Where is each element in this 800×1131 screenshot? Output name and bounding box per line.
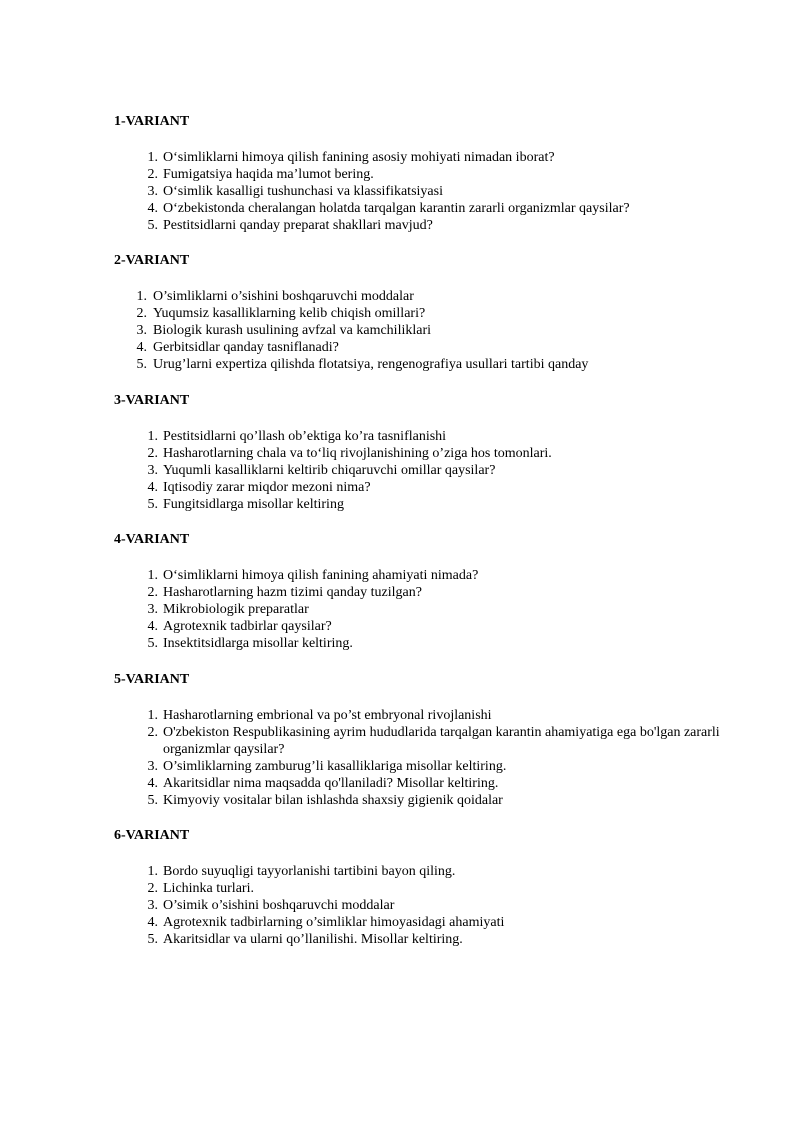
- question-item: [114, 288, 734, 305]
- question-number: 5.: [147, 497, 158, 512]
- question-text: Gerbitsidlar qanday tasniflanadi?: [153, 340, 339, 355]
- question-text: Hasharotlarning hazm tizimi qanday tuzilgan?: [163, 585, 422, 600]
- question-number: 3.: [147, 184, 158, 199]
- question-number: 4.: [147, 776, 158, 791]
- question-item: [114, 724, 734, 758]
- question-text: Mikrobiologik preparatlar: [163, 602, 309, 617]
- variant-title: 6-VARIANT: [114, 828, 190, 843]
- question-item: [114, 863, 734, 880]
- variant-title: 4-VARIANT: [114, 532, 190, 547]
- question-number: 2.: [147, 881, 158, 896]
- question-item: [114, 601, 734, 618]
- question-text: Yuqumli kasalliklarni keltirib chiqaruvchi omillar qaysilar?: [163, 463, 496, 478]
- question-item: [114, 931, 734, 948]
- question-text: Hasharotlarning chala va to‘liq rivojlanishining o’ziga hos tomonlari.: [163, 446, 552, 461]
- question-number: 1.: [136, 289, 147, 304]
- variant-title: 2-VARIANT: [114, 253, 190, 268]
- question-item: [114, 914, 734, 931]
- question-item: [114, 166, 734, 183]
- question-text: O’simliklarning zamburug’li kasalliklariga misollar keltiring.: [163, 759, 507, 774]
- question-number: 2.: [147, 725, 158, 740]
- question-number: 3.: [147, 759, 158, 774]
- question-item: [114, 584, 734, 601]
- question-number: 4.: [136, 340, 147, 355]
- question-item: [114, 428, 734, 445]
- question-item: [114, 792, 734, 809]
- question-item: [114, 479, 734, 496]
- question-number: 3.: [136, 323, 147, 338]
- variant-section-5: [114, 671, 734, 809]
- question-number: 4.: [147, 915, 158, 930]
- question-item: [114, 149, 734, 166]
- question-text: Fumigatsiya haqida ma’lumot bering.: [163, 167, 374, 182]
- question-item: [114, 183, 734, 200]
- question-text: O‘simliklarni himoya qilish fanining ahamiyati nimada?: [163, 568, 479, 583]
- question-text: Agrotexnik tadbirlarning o’simliklar himoyasidagi ahamiyati: [163, 915, 505, 930]
- variant-section-4: [114, 531, 734, 652]
- question-number: 4.: [147, 201, 158, 216]
- question-text: Biologik kurash usulining avfzal va kamchiliklari: [153, 323, 431, 338]
- question-text: Iqtisodiy zarar miqdor mezoni nima?: [163, 480, 371, 495]
- question-number: 3.: [147, 898, 158, 913]
- question-number: 2.: [147, 446, 158, 461]
- question-list: [114, 863, 734, 948]
- question-text: Agrotexnik tadbirlar qaysilar?: [163, 619, 332, 634]
- question-text: Lichinka turlari.: [163, 881, 254, 896]
- question-item: [114, 217, 734, 234]
- variant-section-6: [114, 827, 734, 948]
- question-item: [114, 897, 734, 914]
- question-list: [114, 149, 734, 234]
- question-item: [114, 496, 734, 513]
- question-item: [114, 618, 734, 635]
- question-number: 5.: [147, 932, 158, 947]
- question-number: 5.: [147, 218, 158, 233]
- question-text: Kimyoviy vositalar bilan ishlashda shaxsiy gigienik qoidalar: [163, 793, 503, 808]
- question-text: Hasharotlarning embrional va po’st embryonal rivojlanishi: [163, 708, 492, 723]
- question-number: 1.: [147, 864, 158, 879]
- question-text: Urug’larni expertiza qilishda flotatsiya, rengenografiya usullari tartibi qanday: [153, 357, 589, 372]
- question-number: 3.: [147, 463, 158, 478]
- question-list: [114, 707, 734, 809]
- question-number: 4.: [147, 619, 158, 634]
- question-text: O‘simliklarni himoya qilish fanining asosiy mohiyati nimadan iborat?: [163, 150, 555, 165]
- question-number: 5.: [136, 357, 147, 372]
- question-number: 1.: [147, 429, 158, 444]
- variant-section-1: [114, 113, 734, 234]
- question-text: Yuqumsiz kasalliklarning kelib chiqish omillari?: [153, 306, 426, 321]
- question-item: [114, 707, 734, 724]
- question-text: Akaritsidlar va ularni qo’llanilishi. Misollar keltiring.: [163, 932, 463, 947]
- question-number: 2.: [136, 306, 147, 321]
- question-number: 1.: [147, 568, 158, 583]
- question-item: [114, 758, 734, 775]
- question-text: Pestitsidlarni qanday preparat shakllari mavjud?: [163, 218, 433, 233]
- question-item: [114, 635, 734, 652]
- variant-title: 5-VARIANT: [114, 672, 190, 687]
- question-text: Bordo suyuqligi tayyorlanishi tartibini bayon qiling.: [163, 864, 456, 879]
- question-item: [114, 200, 734, 217]
- question-text: Insektitsidlarga misollar keltiring.: [163, 636, 353, 651]
- question-number: 1.: [147, 150, 158, 165]
- question-number: 2.: [147, 167, 158, 182]
- question-item: [114, 775, 734, 792]
- question-text: O‘zbekistonda cheralangan holatda tarqalgan karantin zararli organizmlar qaysilar?: [163, 201, 630, 216]
- question-text: O'zbekiston Respublikasining ayrim hududlarida tarqalgan karantin ahamiyatiga ega bo'lgan zararli organizmlar qaysilar?: [163, 725, 720, 757]
- question-item: [114, 567, 734, 584]
- question-number: 2.: [147, 585, 158, 600]
- question-list: [114, 567, 734, 652]
- variant-section-3: [114, 392, 734, 513]
- question-list: [114, 428, 734, 513]
- question-item: [114, 339, 734, 356]
- question-text: Pestitsidlarni qo’llash ob’ektiga ko’ra tasniflanishi: [163, 429, 447, 444]
- question-item: [114, 356, 734, 373]
- question-text: O’simliklarni o’sishini boshqaruvchi moddalar: [153, 289, 414, 304]
- question-number: 1.: [147, 708, 158, 723]
- question-number: 4.: [147, 480, 158, 495]
- question-list: [114, 288, 734, 373]
- question-text: Akaritsidlar nima maqsadda qo'llaniladi? Misollar keltiring.: [163, 776, 499, 791]
- question-item: [114, 305, 734, 322]
- question-number: 5.: [147, 636, 158, 651]
- variant-title: 1-VARIANT: [114, 114, 190, 129]
- question-number: 3.: [147, 602, 158, 617]
- variant-section-2: [114, 252, 734, 373]
- question-text: O‘simlik kasalligi tushunchasi va klassifikatsiyasi: [163, 184, 443, 199]
- question-item: [114, 445, 734, 462]
- question-text: Fungitsidlarga misollar keltiring: [163, 497, 344, 512]
- question-item: [114, 880, 734, 897]
- question-item: [114, 462, 734, 479]
- question-item: [114, 322, 734, 339]
- variant-title: 3-VARIANT: [114, 393, 190, 408]
- question-number: 5.: [147, 793, 158, 808]
- question-text: O’simik o’sishini boshqaruvchi moddalar: [163, 898, 395, 913]
